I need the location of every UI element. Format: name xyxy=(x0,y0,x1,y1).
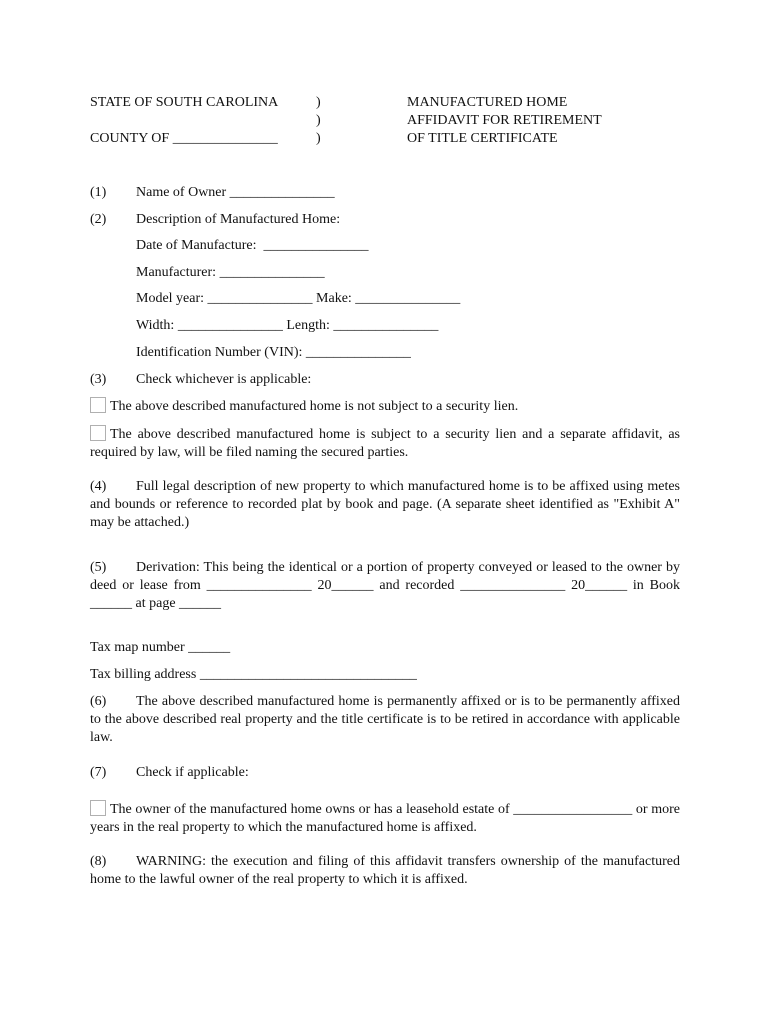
date-of-manufacture-field[interactable]: Date of Manufacture: _______________ xyxy=(136,238,369,253)
item-number: (5) xyxy=(90,560,107,575)
item-5 xyxy=(90,559,680,613)
item-number: (4) xyxy=(90,479,107,494)
derivation-text: Derivation: This being the identical or a portion of property conveyed or leased to the owner by deed or lease from _______________ 20______ and recorded _______________ 20______ in Book ______ at page ______ xyxy=(90,560,680,611)
no-lien-checkbox[interactable] xyxy=(90,397,106,413)
item-number: (7) xyxy=(90,765,107,780)
model-year-make-field[interactable]: Model year: _______________ Make: _______________ xyxy=(136,291,461,306)
document-title-line-1: MANUFACTURED HOME xyxy=(407,95,568,110)
county-heading: COUNTY OF _______________ xyxy=(90,131,278,146)
item-6 xyxy=(90,693,680,747)
caption-paren-2: ) xyxy=(316,113,321,128)
item-7-heading: Check if applicable: xyxy=(136,765,249,780)
document-title-line-3: OF TITLE CERTIFICATE xyxy=(407,131,558,146)
item-4 xyxy=(90,478,680,532)
item-7 xyxy=(90,764,249,782)
item-number: (6) xyxy=(90,694,107,709)
manufacturer-field[interactable]: Manufacturer: _______________ xyxy=(136,265,325,280)
lien-option xyxy=(90,425,680,462)
caption-paren-3: ) xyxy=(316,131,321,146)
item-number: (3) xyxy=(90,372,107,387)
item-8 xyxy=(90,853,680,889)
no-lien-label: The above described manufactured home is not subject to a security lien. xyxy=(110,399,519,414)
item-number: (1) xyxy=(90,185,107,200)
item-1 xyxy=(90,184,335,202)
item-2 xyxy=(90,211,340,229)
document-title-line-2: AFFIDAVIT FOR RETIREMENT xyxy=(407,113,602,128)
item-3-heading: Check whichever is applicable: xyxy=(136,372,312,387)
item-4-text: Full legal description of new property to which manufactured home is to be affixed using metes and bounds or reference to recorded plat by book and page. (A separate sheet identified as "Exhibit A" may be attached.) xyxy=(90,479,680,530)
lien-label: The above described manufactured home is subject to a security lien and a separate affidavit, as required by law, will be filed naming the secured parties. xyxy=(90,427,680,460)
no-lien-option xyxy=(90,397,518,416)
item-2-heading: Description of Manufactured Home: xyxy=(136,212,341,227)
tax-map-number-field[interactable]: Tax map number ______ xyxy=(90,640,231,655)
warning-text: WARNING: the execution and filing of this affidavit transfers ownership of the manufactured home to the lawful owner of the real property to which it is affixed. xyxy=(90,854,680,887)
leasehold-checkbox[interactable] xyxy=(90,800,106,816)
tax-billing-address-field[interactable]: Tax billing address _______________________________ xyxy=(90,667,417,682)
caption-paren-1: ) xyxy=(316,95,321,110)
item-6-text: The above described manufactured home is permanently affixed or is to be permanently affixed to the above described real property and the title certificate is to be retired in accordance with applicable law. xyxy=(90,694,680,745)
item-number: (2) xyxy=(90,212,107,227)
lien-checkbox[interactable] xyxy=(90,425,106,441)
leasehold-label: The owner of the manufactured home owns or has a leasehold estate of _________________ or more years in the real property to which the manufactured home is affixed. xyxy=(90,802,680,835)
item-number: (8) xyxy=(90,854,107,869)
state-heading: STATE OF SOUTH CAROLINA xyxy=(90,95,279,110)
width-length-field[interactable]: Width: _______________ Length: _______________ xyxy=(136,318,439,333)
item-3 xyxy=(90,371,311,389)
owner-name-field[interactable]: Name of Owner _______________ xyxy=(136,185,335,200)
leasehold-option xyxy=(90,800,680,837)
vin-field[interactable]: Identification Number (VIN): _______________ xyxy=(136,345,411,360)
